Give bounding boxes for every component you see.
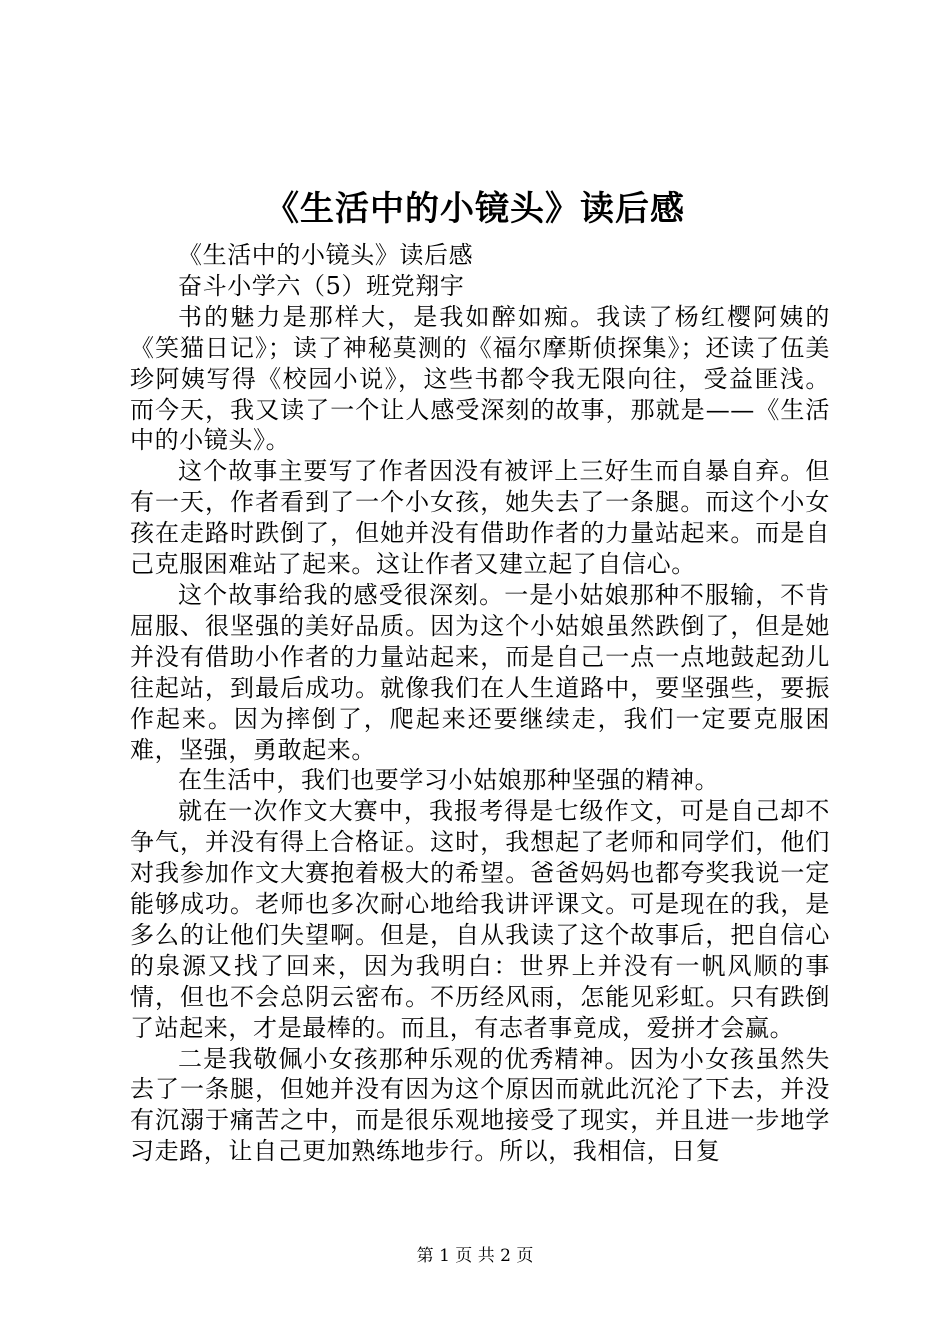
paragraph-subtitle: 《生活中的小镜头》读后感: [178, 241, 474, 269]
paragraph: 在生活中，我们也要学习小姑娘那种坚强的精神。: [178, 766, 720, 795]
paragraph: 这个故事主要写了作者因没有被评上三好生而自暴自弃。但有一天，作者看到了一个小女孩，她失去了一条腿。而这个小女孩在走路时跌倒了，但她并没有借助作者的力量站起来。而是自己克服困难站了起来。这让作者又建立起了自信心。: [130, 457, 830, 579]
page-footer: 第 1 页 共 2 页: [416, 1246, 534, 1266]
paragraph: 书的魅力是那样大，是我如醉如痴。我读了杨红樱阿姨的《笑猫日记》；读了神秘莫测的《福尔摩斯侦探集》；还读了伍美珍阿姨写得《校园小说》，这些书都令我无限向往，受益匪浅。而今天，我又读了一个让人感受深刻的故事，那就是——《生活中的小镜头》。: [130, 302, 830, 455]
paragraph: 这个故事给我的感受很深刻。一是小姑娘那种不服输，不肯屈服、很坚强的美好品质。因为这个小姑娘虽然跌倒了，但是她并没有借助小作者的力量站起来，而是自己一点一点地鼓起劲儿往起站，到最后成功。就像我们在人生道路中，要坚强些，要振作起来。因为摔倒了，爬起来还要继续走，我们一定要克服困难，坚强，勇敢起来。: [130, 580, 830, 764]
paragraph: 就在一次作文大赛中，我报考得是七级作文，可是自己却不争气，并没有得上合格证。这时，我想起了老师和同学们，他们对我参加作文大赛抱着极大的希望。爸爸妈妈也都夸奖我说一定能够成功。老师也多次耐心地给我讲评课文。可是现在的我，是多么的让他们失望啊。但是，自从我读了这个故事后，把自信心的泉源又找了回来，因为我明白：世界上并没有一帆风顺的事情，但也不会总阴云密布。不历经风雨，怎能见彩虹。只有跌倒了站起来，才是最棒的。而且，有志者事竟成，爱拼才会赢。: [130, 797, 830, 1042]
paragraph: 二是我敬佩小女孩那种乐观的优秀精神。因为小女孩虽然失去了一条腿，但她并没有因为这个原因而就此沉沦了下去，并没有沉溺于痛苦之中，而是很乐观地接受了现实，并且进一步地学习走路，让自己更加熟练地步行。所以，我相信，日复: [130, 1044, 830, 1166]
paragraph-author: 奋斗小学六（5）班党翔宇: [178, 271, 465, 300]
document-title: 《生活中的小镜头》读后感: [265, 189, 685, 229]
document-body: [130, 240, 830, 1167]
